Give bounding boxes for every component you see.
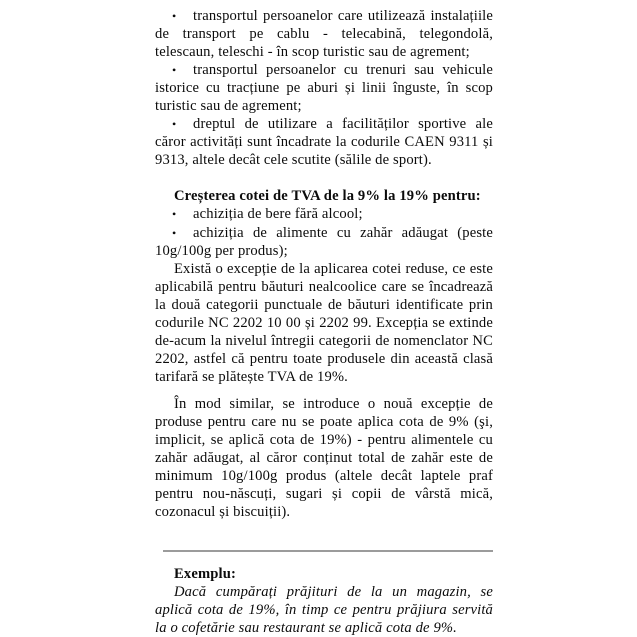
- separator-wrapper: [155, 539, 493, 565]
- document-body: [155, 7, 493, 637]
- list-item-text: achiziția de alimente cu zahăr adăugat (peste 10g/100g per produs);: [155, 224, 493, 259]
- paragraph-similar-exception: În mod similar, se introduce o nouă excepție de produse pentru care nu se poate aplica cota de 9% (şi, implicit, se aplică cota de 19%) - pentru alimentele cu zahăr adăugat, al căror conținut total de zahăr este de minimum 10g/100g produs (altele decât laptele praf pentru nou-născuți, sugari și copii de vârstă mică, cozonacul și biscuiții).: [155, 395, 493, 521]
- example-heading: Exemplu:: [174, 566, 236, 583]
- paragraph-exception-beverages: Există o excepție de la aplicarea cotei reduse, ce este aplicabilă pentru băuturi nealcoolice care se încadrează la două categorii punctuale de băuturi identificate prin codurile NC 2202 10 00 și 2202 99. Excepția se extinde de-acum la nivelul întregii categorii de nomenclator NC 2202, astfel că pentru toate produsele din această clasă tarifară se plătește TVA de 19%.: [155, 260, 493, 385]
- paragraph-spacer: [155, 169, 493, 187]
- list-item: [155, 7, 493, 61]
- bullet-icon: •: [172, 225, 177, 240]
- bullet-icon: •: [172, 63, 177, 78]
- bullet-icon: •: [172, 207, 177, 222]
- paragraph-spacer: [155, 386, 493, 395]
- list-item-text: achiziția de bere fără alcool;: [193, 206, 363, 223]
- bullet-icon: •: [172, 9, 177, 23]
- example-body-text: Dacă cumpărați prăjituri de la un magazin, se aplică cota de 19%, în timp ce pentru prăjiura servită la o cofetărie sau restaurant se aplică cota de 9%.: [155, 584, 493, 637]
- list-item: [155, 205, 493, 223]
- list-item-text: dreptul de utilizare a facilităților sportive ale căror activități sunt încadrate la codurile CAEN 9311 și 9313, altele decât cele scutite (sălile de sport).: [155, 116, 493, 169]
- bullet-icon: •: [172, 117, 177, 132]
- paragraph-spacer: [155, 521, 493, 539]
- list-item-text: transportul persoanelor care utilizează instalațiile de transport pe cablu - telecabină, telegondolă, telescaun, teleschi - în scop turistic sau de agrement;: [155, 8, 493, 61]
- list-item-text: transportul persoanelor cu trenuri sau vehicule istorice cu tracțiune pe aburi și linii înguste, în scop turistic sau de agrement;: [155, 62, 493, 115]
- list-item: [155, 61, 493, 115]
- horizontal-rule: [163, 550, 493, 552]
- list-item: [155, 224, 493, 260]
- section-heading-vat-increase: Creșterea cotei de TVA de la 9% la 19% pentru:: [174, 188, 481, 205]
- list-item: [155, 115, 493, 169]
